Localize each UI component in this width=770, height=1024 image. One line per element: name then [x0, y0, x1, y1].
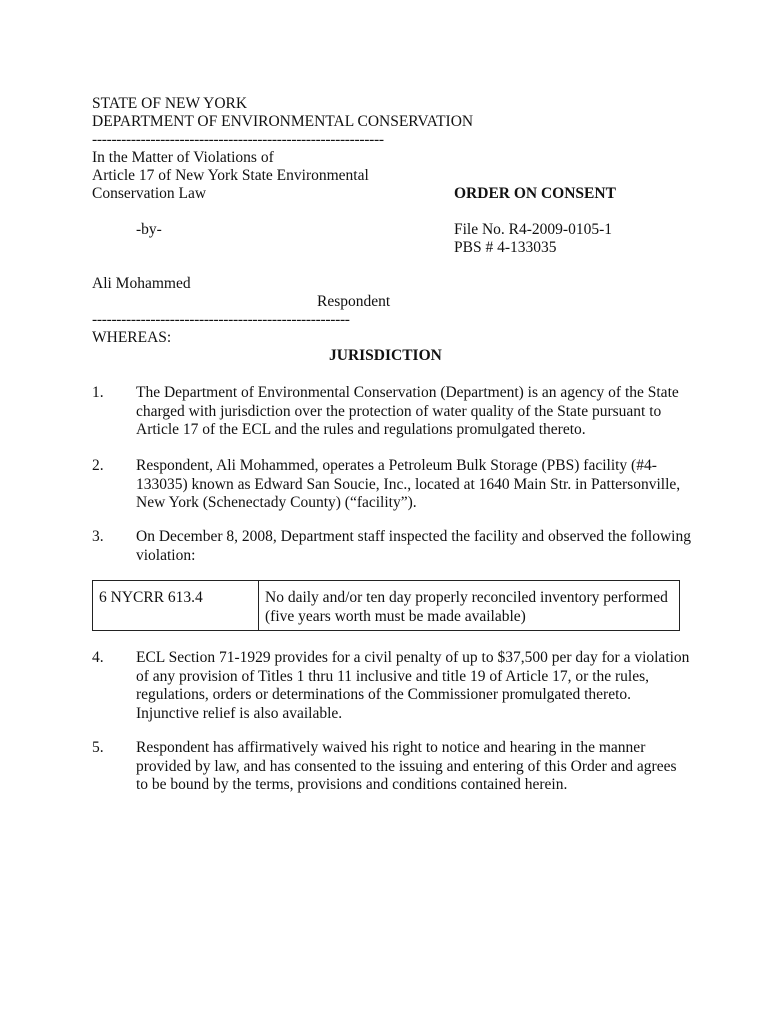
- paragraph-line: ECL Section 71-1929 provides for a civil penalty of up to $37,500 per day for a violation: [136, 649, 690, 666]
- paragraph-line: The Department of Environmental Conservation (Department) is an agency of the State: [136, 384, 679, 401]
- caption-divider-bottom: -----------------------------------------------------: [92, 311, 350, 328]
- matter-line-1: In the Matter of Violations of: [92, 149, 274, 166]
- paragraph-5: [136, 739, 696, 795]
- paragraph-3: [136, 528, 696, 565]
- paragraph-line: 133035) known as Edward San Soucie, Inc., located at 1640 Main Str. in Pattersonville,: [136, 475, 681, 493]
- paragraph-4: [136, 649, 696, 723]
- pbs-number: PBS # 4-133035: [454, 239, 557, 256]
- matter-line-2: Article 17 of New York State Environmental: [92, 167, 369, 184]
- violation-description-line: No daily and/or ten day properly reconciled inventory performed: [265, 589, 668, 606]
- department-heading: DEPARTMENT OF ENVIRONMENTAL CONSERVATION: [92, 113, 474, 130]
- paragraph-number: 3.: [92, 528, 104, 545]
- file-number: File No. R4-2009-0105-1: [454, 221, 613, 238]
- paragraph-line: provided by law, and has consented to the issuing and entering of this Order and agrees: [136, 757, 677, 775]
- paragraph-2: [136, 457, 696, 513]
- paragraph-line: Respondent, Ali Mohammed, operates a Petroleum Bulk Storage (PBS) facility (#4-: [136, 457, 657, 474]
- paragraph-number: 5.: [92, 739, 104, 756]
- paragraph-number: 1.: [92, 384, 104, 401]
- paragraph-line: Respondent has affirmatively waived his right to notice and hearing in the manner: [136, 739, 646, 756]
- caption-divider-top: ------------------------------------------------------------: [92, 131, 384, 148]
- paragraph-line: regulations, orders or determinations of the Commissioner promulgated thereto.: [136, 686, 632, 703]
- paragraph-1: [136, 384, 696, 440]
- violation-description-cell: [259, 581, 680, 631]
- respondent-label: Respondent: [317, 293, 391, 310]
- paragraph-line: violation:: [136, 546, 196, 564]
- paragraph-line: Article 17 of the ECL and the rules and regulations promulgated thereto.: [136, 421, 586, 438]
- state-heading: STATE OF NEW YORK: [92, 95, 248, 112]
- respondent-name: Ali Mohammed: [92, 275, 191, 292]
- paragraph-line: to be bound by the terms, provisions and conditions contained herein.: [136, 776, 568, 793]
- paragraph-line: charged with jurisdiction over the protection of water quality of the State pursuant to: [136, 402, 662, 420]
- by-label: -by-: [136, 221, 162, 238]
- violation-regulation-cell: 6 NYCRR 613.4: [93, 581, 259, 631]
- paragraph-line: On December 8, 2008, Department staff inspected the facility and observed the following: [136, 528, 691, 545]
- violation-description-line: (five years worth must be made available): [265, 607, 526, 625]
- paragraph-line: of any provision of Titles 1 thru 11 inclusive and title 19 of Article 17, or the rules,: [136, 667, 650, 685]
- violation-table: [92, 580, 680, 631]
- matter-line-3: Conservation Law: [92, 185, 207, 202]
- paragraph-line: Injunctive relief is also available.: [136, 704, 343, 722]
- section-title-jurisdiction: JURISDICTION: [329, 347, 442, 364]
- order-title: ORDER ON CONSENT: [454, 185, 616, 202]
- paragraph-line: New York (Schenectady County) (“facility”).: [136, 494, 417, 511]
- table-row: [93, 581, 680, 631]
- paragraph-number: 2.: [92, 457, 104, 474]
- paragraph-number: 4.: [92, 649, 104, 666]
- whereas-label: WHEREAS:: [92, 329, 172, 346]
